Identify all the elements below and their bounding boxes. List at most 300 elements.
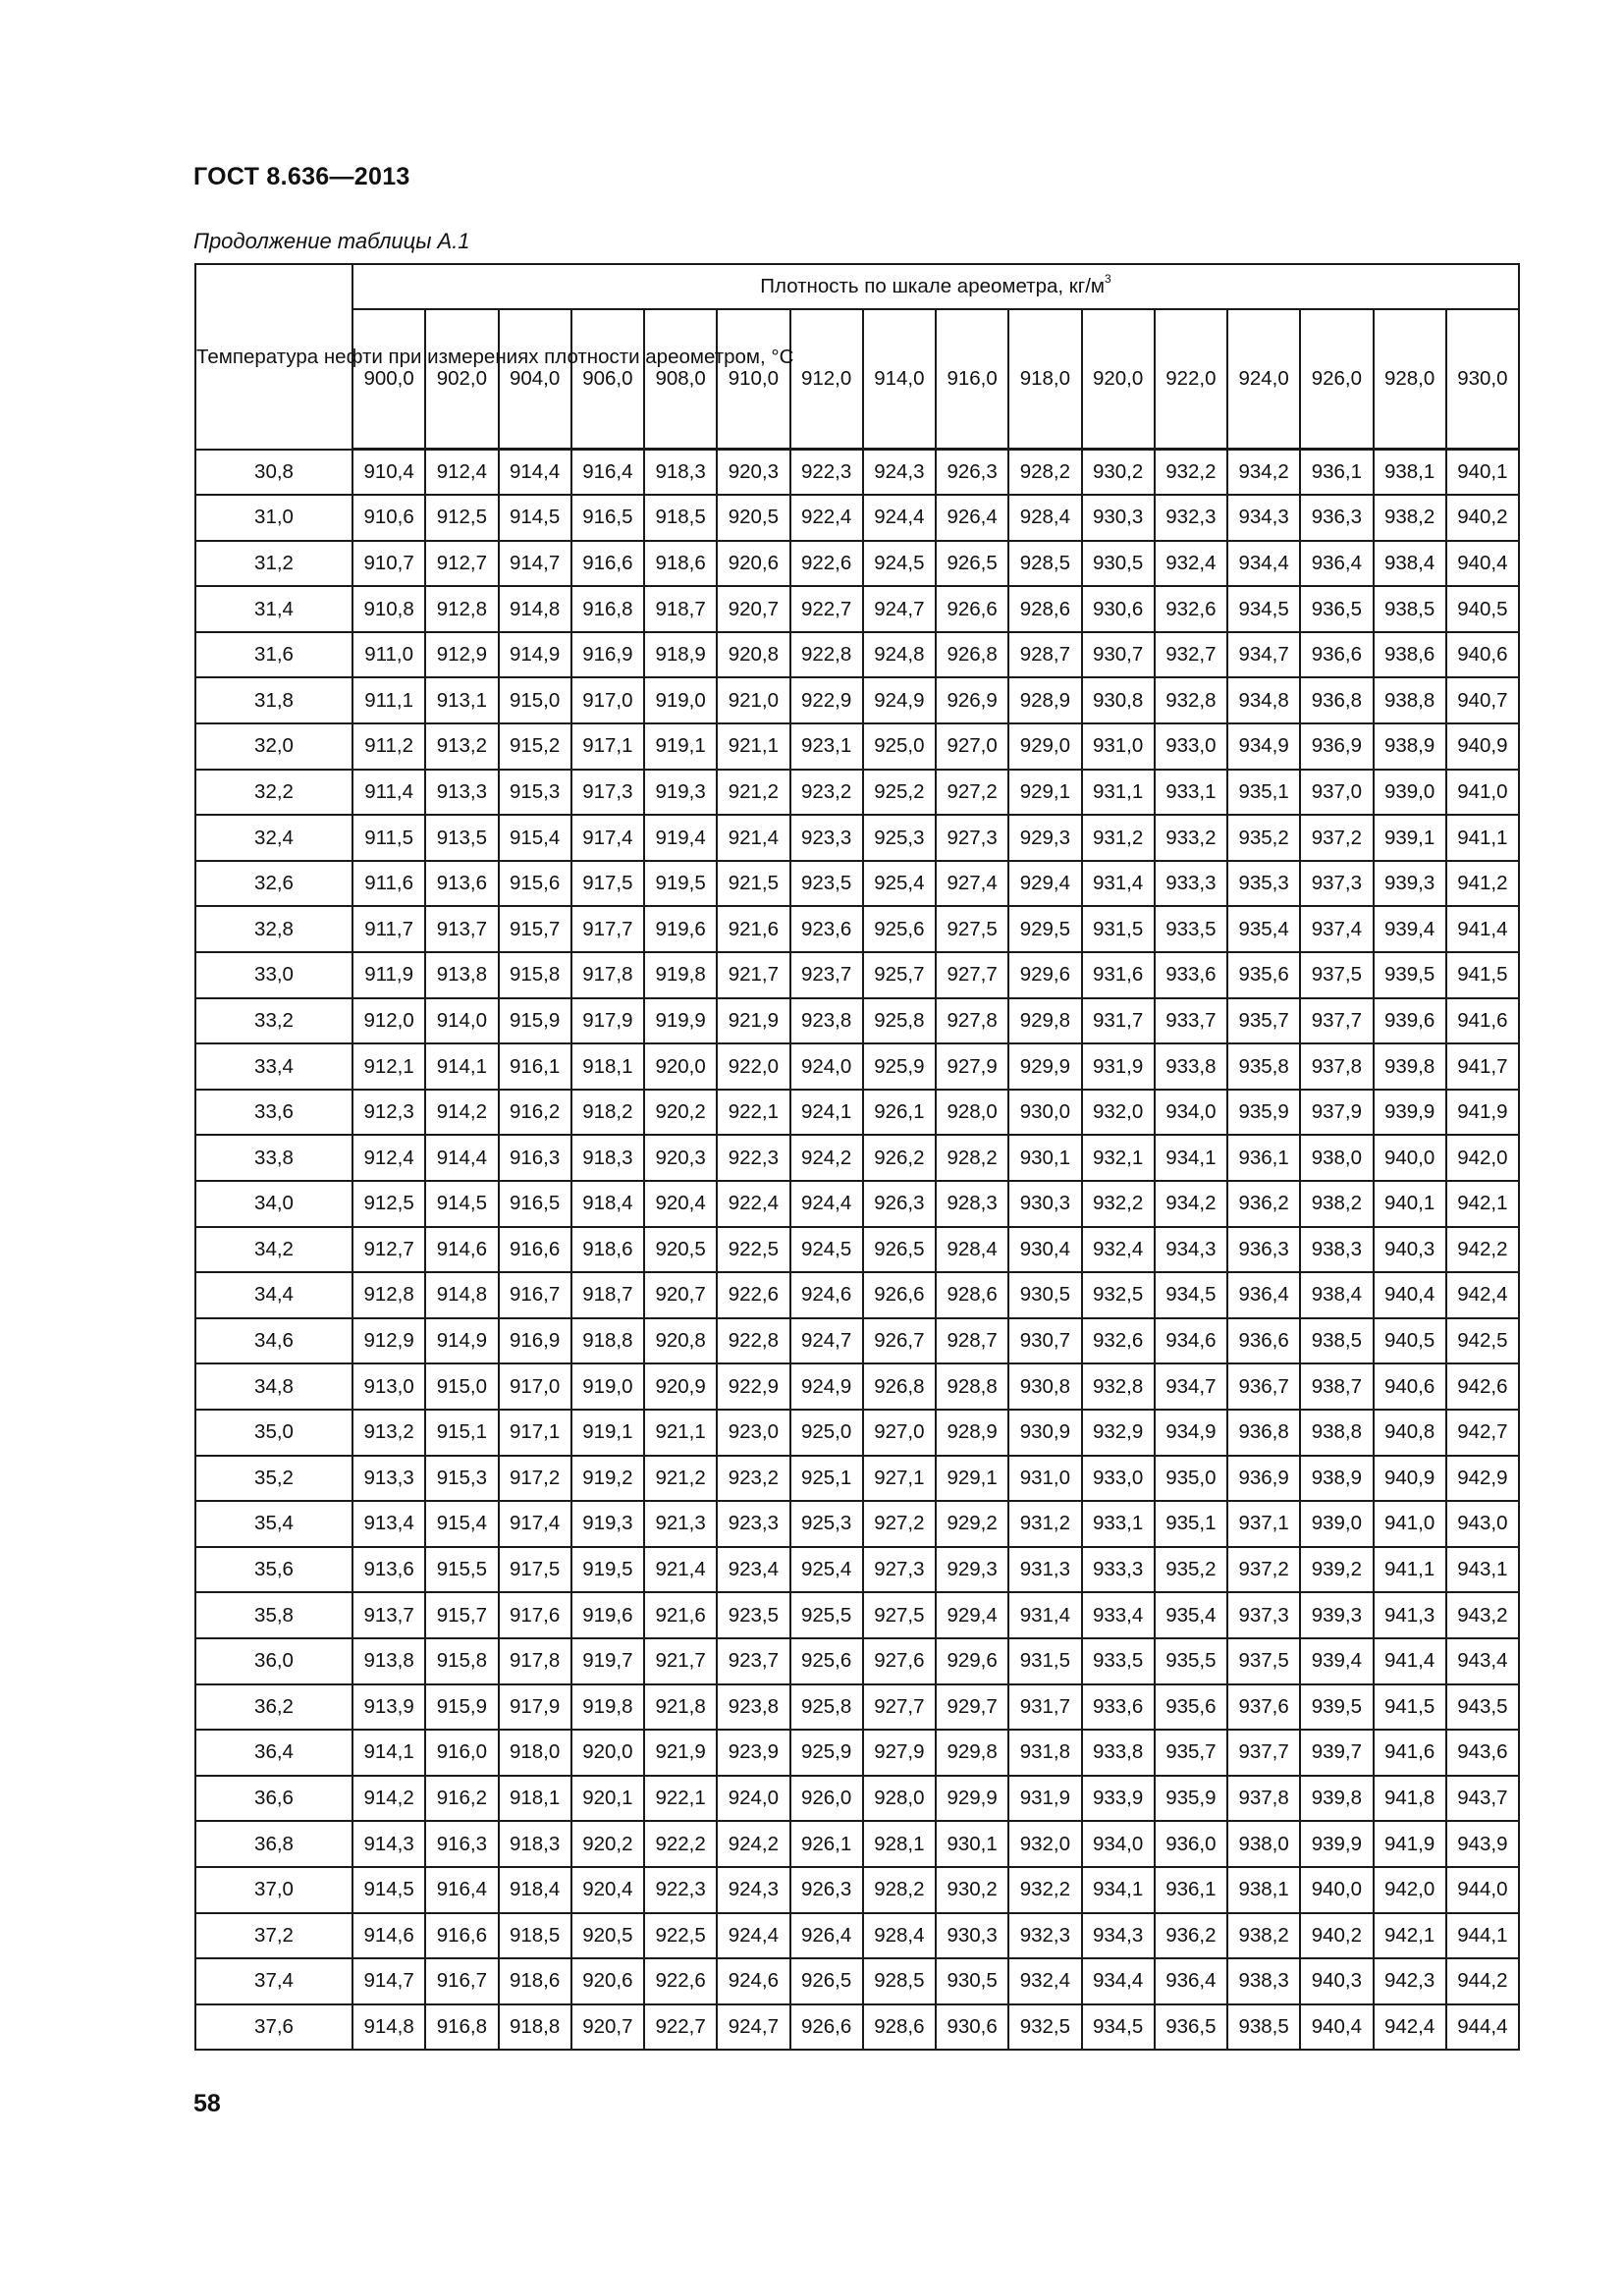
density-value-cell: 933,1 xyxy=(1155,770,1227,816)
density-value-cell: 937,6 xyxy=(1227,1684,1300,1731)
density-value-cell: 932,1 xyxy=(1082,1135,1155,1181)
temperature-cell: 34,6 xyxy=(195,1318,352,1364)
density-value-cell: 928,4 xyxy=(863,1913,936,1959)
density-value-cell: 935,2 xyxy=(1155,1547,1227,1593)
density-value-cell: 934,5 xyxy=(1082,2004,1155,2051)
density-value-cell: 939,7 xyxy=(1300,1730,1373,1776)
table-row xyxy=(195,1867,1519,1913)
density-value-cell: 924,1 xyxy=(790,1090,863,1136)
density-value-cell: 930,1 xyxy=(936,1821,1008,1867)
density-value-cell: 935,7 xyxy=(1155,1730,1227,1776)
density-value-cell: 915,0 xyxy=(425,1363,498,1410)
density-value-cell: 918,8 xyxy=(499,2004,571,2051)
density-value-cell: 920,7 xyxy=(571,2004,644,2051)
density-value-cell: 929,0 xyxy=(1008,723,1081,770)
density-value-cell: 911,1 xyxy=(352,677,425,723)
density-value-cell: 919,0 xyxy=(571,1363,644,1410)
temperature-cell: 31,2 xyxy=(195,541,352,587)
density-value-cell: 913,3 xyxy=(352,1456,425,1502)
density-value-cell: 927,7 xyxy=(936,952,1008,998)
density-value-cell: 919,9 xyxy=(644,998,717,1044)
density-value-cell: 923,7 xyxy=(790,952,863,998)
density-value-cell: 922,0 xyxy=(717,1043,789,1090)
density-value-cell: 921,5 xyxy=(717,861,789,907)
density-value-cell: 939,8 xyxy=(1374,1043,1446,1090)
density-value-cell: 927,8 xyxy=(936,998,1008,1044)
table-row xyxy=(195,1043,1519,1090)
density-value-cell: 930,3 xyxy=(936,1913,1008,1959)
density-value-cell: 942,9 xyxy=(1446,1456,1519,1502)
density-value-cell: 932,6 xyxy=(1155,586,1227,632)
temperature-cell: 33,8 xyxy=(195,1135,352,1181)
density-value-cell: 932,0 xyxy=(1082,1090,1155,1136)
density-value-cell: 928,5 xyxy=(863,1958,936,2004)
density-value-cell: 922,3 xyxy=(644,1867,717,1913)
density-value-cell: 929,1 xyxy=(936,1456,1008,1502)
density-value-cell: 930,8 xyxy=(1082,677,1155,723)
density-value-cell: 936,5 xyxy=(1300,586,1373,632)
density-value-cell: 941,1 xyxy=(1374,1547,1446,1593)
density-value-cell: 928,7 xyxy=(936,1318,1008,1364)
density-value-cell: 929,3 xyxy=(936,1547,1008,1593)
density-value-cell: 925,0 xyxy=(790,1410,863,1456)
density-value-cell: 915,0 xyxy=(499,677,571,723)
density-value-cell: 929,3 xyxy=(1008,815,1081,861)
density-value-cell: 923,0 xyxy=(717,1410,789,1456)
table-row xyxy=(195,723,1519,770)
temperature-cell: 35,2 xyxy=(195,1456,352,1502)
density-value-cell: 911,5 xyxy=(352,815,425,861)
density-value-cell: 922,4 xyxy=(717,1181,789,1227)
density-header-cell: 900,0 xyxy=(352,309,425,450)
density-value-cell: 916,9 xyxy=(571,632,644,678)
density-value-cell: 912,5 xyxy=(352,1181,425,1227)
density-value-cell: 910,4 xyxy=(352,450,425,496)
density-value-cell: 942,4 xyxy=(1374,2004,1446,2051)
density-value-cell: 917,0 xyxy=(571,677,644,723)
density-value-cell: 938,4 xyxy=(1374,541,1446,587)
density-value-cell: 914,5 xyxy=(499,495,571,541)
density-value-cell: 913,0 xyxy=(352,1363,425,1410)
density-value-cell: 928,9 xyxy=(1008,677,1081,723)
density-value-cell: 920,7 xyxy=(644,1272,717,1318)
density-value-cell: 942,1 xyxy=(1374,1913,1446,1959)
density-value-cell: 921,0 xyxy=(717,677,789,723)
density-value-cell: 934,9 xyxy=(1227,723,1300,770)
density-value-cell: 942,3 xyxy=(1374,1958,1446,2004)
density-value-cell: 931,2 xyxy=(1008,1501,1081,1547)
temperature-cell: 31,4 xyxy=(195,586,352,632)
density-value-cell: 921,1 xyxy=(717,723,789,770)
table-row xyxy=(195,952,1519,998)
density-value-cell: 910,7 xyxy=(352,541,425,587)
density-value-cell: 924,9 xyxy=(790,1363,863,1410)
density-value-cell: 911,7 xyxy=(352,906,425,952)
temperature-cell: 37,6 xyxy=(195,2004,352,2051)
density-value-cell: 923,3 xyxy=(717,1501,789,1547)
density-value-cell: 932,3 xyxy=(1008,1913,1081,1959)
density-value-cell: 937,7 xyxy=(1227,1730,1300,1776)
density-value-cell: 912,3 xyxy=(352,1090,425,1136)
temperature-cell: 32,4 xyxy=(195,815,352,861)
density-value-cell: 921,6 xyxy=(644,1592,717,1638)
density-value-cell: 926,5 xyxy=(790,1958,863,2004)
density-value-cell: 940,4 xyxy=(1446,541,1519,587)
table-row xyxy=(195,1821,1519,1867)
density-value-cell: 922,6 xyxy=(717,1272,789,1318)
density-value-cell: 925,2 xyxy=(863,770,936,816)
density-value-cell: 932,4 xyxy=(1082,1227,1155,1273)
density-value-cell: 934,1 xyxy=(1082,1867,1155,1913)
temperature-cell: 37,0 xyxy=(195,1867,352,1913)
density-value-cell: 935,1 xyxy=(1227,770,1300,816)
density-value-cell: 924,2 xyxy=(717,1821,789,1867)
density-value-cell: 935,9 xyxy=(1227,1090,1300,1136)
density-value-cell: 937,0 xyxy=(1300,770,1373,816)
density-value-cell: 942,2 xyxy=(1446,1227,1519,1273)
density-value-cell: 939,0 xyxy=(1300,1501,1373,1547)
density-value-cell: 934,3 xyxy=(1082,1913,1155,1959)
density-value-cell: 937,7 xyxy=(1300,998,1373,1044)
density-value-cell: 923,5 xyxy=(717,1592,789,1638)
density-value-cell: 919,3 xyxy=(644,770,717,816)
density-value-cell: 931,1 xyxy=(1082,770,1155,816)
density-value-cell: 930,4 xyxy=(1008,1227,1081,1273)
temperature-cell: 36,8 xyxy=(195,1821,352,1867)
density-value-cell: 921,8 xyxy=(644,1684,717,1731)
density-value-cell: 930,6 xyxy=(1082,586,1155,632)
density-value-cell: 930,7 xyxy=(1008,1318,1081,1364)
density-value-cell: 912,7 xyxy=(425,541,498,587)
table-row xyxy=(195,1958,1519,2004)
density-value-cell: 941,6 xyxy=(1374,1730,1446,1776)
density-value-cell: 915,8 xyxy=(499,952,571,998)
density-value-cell: 933,6 xyxy=(1155,952,1227,998)
density-value-cell: 928,6 xyxy=(1008,586,1081,632)
density-value-cell: 920,6 xyxy=(571,1958,644,2004)
density-header-cell: 910,0 xyxy=(717,309,789,450)
density-value-cell: 918,1 xyxy=(499,1776,571,1822)
density-values-header-row xyxy=(195,309,1519,450)
density-value-cell: 915,2 xyxy=(499,723,571,770)
density-value-cell: 916,3 xyxy=(499,1135,571,1181)
density-value-cell: 930,8 xyxy=(1008,1363,1081,1410)
temperature-cell: 32,6 xyxy=(195,861,352,907)
density-value-cell: 932,9 xyxy=(1082,1410,1155,1456)
density-value-cell: 936,9 xyxy=(1300,723,1373,770)
density-value-cell: 930,2 xyxy=(1082,450,1155,496)
density-value-cell: 922,4 xyxy=(790,495,863,541)
density-value-cell: 938,9 xyxy=(1374,723,1446,770)
density-value-cell: 937,5 xyxy=(1227,1638,1300,1684)
density-value-cell: 918,3 xyxy=(571,1135,644,1181)
density-value-cell: 912,9 xyxy=(352,1318,425,1364)
temperature-cell: 36,6 xyxy=(195,1776,352,1822)
table-row xyxy=(195,1410,1519,1456)
density-value-cell: 926,3 xyxy=(790,1867,863,1913)
density-value-cell: 935,7 xyxy=(1227,998,1300,1044)
temperature-cell: 33,4 xyxy=(195,1043,352,1090)
density-value-cell: 924,8 xyxy=(863,632,936,678)
density-value-cell: 919,5 xyxy=(644,861,717,907)
density-value-cell: 913,7 xyxy=(352,1592,425,1638)
density-value-cell: 928,2 xyxy=(1008,450,1081,496)
density-value-cell: 924,3 xyxy=(717,1867,789,1913)
table-caption: Продолжение таблицы А.1 xyxy=(193,229,470,253)
density-value-cell: 925,6 xyxy=(863,906,936,952)
density-value-cell: 929,2 xyxy=(936,1501,1008,1547)
density-value-cell: 916,2 xyxy=(499,1090,571,1136)
density-value-cell: 937,8 xyxy=(1300,1043,1373,1090)
density-value-cell: 926,6 xyxy=(936,586,1008,632)
temperature-cell: 36,0 xyxy=(195,1638,352,1684)
table-row xyxy=(195,1547,1519,1593)
density-value-cell: 927,7 xyxy=(863,1684,936,1731)
density-value-cell: 936,6 xyxy=(1300,632,1373,678)
density-header-cell: 908,0 xyxy=(644,309,717,450)
density-value-cell: 932,4 xyxy=(1008,1958,1081,2004)
density-value-cell: 917,0 xyxy=(499,1363,571,1410)
density-value-cell: 944,4 xyxy=(1446,2004,1519,2051)
density-value-cell: 920,1 xyxy=(571,1776,644,1822)
density-value-cell: 929,1 xyxy=(1008,770,1081,816)
table-row xyxy=(195,1638,1519,1684)
density-value-cell: 927,1 xyxy=(863,1456,936,1502)
density-value-cell: 911,2 xyxy=(352,723,425,770)
density-value-cell: 930,6 xyxy=(936,2004,1008,2051)
density-value-cell: 923,7 xyxy=(717,1638,789,1684)
density-value-cell: 940,1 xyxy=(1446,450,1519,496)
density-value-cell: 931,3 xyxy=(1008,1547,1081,1593)
density-value-cell: 925,1 xyxy=(790,1456,863,1502)
density-value-cell: 941,1 xyxy=(1446,815,1519,861)
density-value-cell: 929,8 xyxy=(1008,998,1081,1044)
density-value-cell: 933,2 xyxy=(1155,815,1227,861)
density-value-cell: 914,8 xyxy=(352,2004,425,2051)
density-value-cell: 941,7 xyxy=(1446,1043,1519,1090)
density-value-cell: 935,6 xyxy=(1155,1684,1227,1731)
density-value-cell: 941,5 xyxy=(1374,1684,1446,1731)
temperature-column-header: Температура нефти при измерениях плотности ареометром, °С xyxy=(195,264,352,450)
density-value-cell: 918,2 xyxy=(571,1090,644,1136)
temperature-cell: 36,2 xyxy=(195,1684,352,1731)
density-value-cell: 938,3 xyxy=(1227,1958,1300,2004)
density-value-cell: 936,0 xyxy=(1155,1821,1227,1867)
density-value-cell: 922,1 xyxy=(644,1776,717,1822)
density-value-cell: 928,4 xyxy=(1008,495,1081,541)
density-value-cell: 924,7 xyxy=(863,586,936,632)
density-value-cell: 918,6 xyxy=(571,1227,644,1273)
density-value-cell: 917,1 xyxy=(499,1410,571,1456)
density-value-cell: 916,6 xyxy=(499,1227,571,1273)
density-value-cell: 943,2 xyxy=(1446,1592,1519,1638)
density-value-cell: 915,6 xyxy=(499,861,571,907)
temperature-cell: 35,4 xyxy=(195,1501,352,1547)
table-row xyxy=(195,677,1519,723)
density-value-cell: 930,5 xyxy=(1082,541,1155,587)
density-value-cell: 927,0 xyxy=(863,1410,936,1456)
table-row xyxy=(195,1456,1519,1502)
density-value-cell: 942,0 xyxy=(1446,1135,1519,1181)
density-value-cell: 914,8 xyxy=(499,586,571,632)
density-value-cell: 938,1 xyxy=(1374,450,1446,496)
density-value-cell: 932,8 xyxy=(1082,1363,1155,1410)
density-value-cell: 919,1 xyxy=(644,723,717,770)
density-value-cell: 910,8 xyxy=(352,586,425,632)
density-value-cell: 926,3 xyxy=(936,450,1008,496)
density-value-cell: 922,9 xyxy=(790,677,863,723)
density-value-cell: 935,2 xyxy=(1227,815,1300,861)
density-value-cell: 929,5 xyxy=(1008,906,1081,952)
density-value-cell: 913,2 xyxy=(425,723,498,770)
density-value-cell: 922,8 xyxy=(717,1318,789,1364)
density-value-cell: 916,4 xyxy=(425,1867,498,1913)
density-value-cell: 939,3 xyxy=(1374,861,1446,907)
density-value-cell: 926,8 xyxy=(936,632,1008,678)
density-value-cell: 933,8 xyxy=(1155,1043,1227,1090)
density-value-cell: 935,1 xyxy=(1155,1501,1227,1547)
density-value-cell: 913,4 xyxy=(352,1501,425,1547)
density-value-cell: 940,1 xyxy=(1374,1181,1446,1227)
density-value-cell: 944,1 xyxy=(1446,1913,1519,1959)
density-value-cell: 940,0 xyxy=(1300,1867,1373,1913)
density-value-cell: 918,1 xyxy=(571,1043,644,1090)
density-value-cell: 924,0 xyxy=(790,1043,863,1090)
density-value-cell: 924,5 xyxy=(790,1227,863,1273)
density-value-cell: 923,2 xyxy=(790,770,863,816)
density-value-cell: 943,4 xyxy=(1446,1638,1519,1684)
density-value-cell: 930,5 xyxy=(936,1958,1008,2004)
density-value-cell: 923,8 xyxy=(717,1684,789,1731)
density-value-cell: 935,4 xyxy=(1155,1592,1227,1638)
density-value-cell: 916,1 xyxy=(499,1043,571,1090)
density-value-cell: 912,4 xyxy=(425,450,498,496)
density-value-cell: 933,8 xyxy=(1082,1730,1155,1776)
density-value-cell: 914,7 xyxy=(499,541,571,587)
density-value-cell: 912,9 xyxy=(425,632,498,678)
density-value-cell: 931,7 xyxy=(1008,1684,1081,1731)
density-value-cell: 927,5 xyxy=(936,906,1008,952)
density-value-cell: 933,0 xyxy=(1082,1456,1155,1502)
density-value-cell: 938,2 xyxy=(1300,1181,1373,1227)
density-value-cell: 934,3 xyxy=(1155,1227,1227,1273)
density-value-cell: 914,1 xyxy=(352,1730,425,1776)
density-value-cell: 933,5 xyxy=(1155,906,1227,952)
density-value-cell: 916,3 xyxy=(425,1821,498,1867)
table-body xyxy=(195,450,1519,2051)
density-value-cell: 938,3 xyxy=(1300,1227,1373,1273)
density-value-cell: 928,9 xyxy=(936,1410,1008,1456)
density-value-cell: 917,2 xyxy=(499,1456,571,1502)
density-value-cell: 913,8 xyxy=(352,1638,425,1684)
density-value-cell: 937,2 xyxy=(1300,815,1373,861)
density-value-cell: 932,2 xyxy=(1082,1181,1155,1227)
density-value-cell: 937,2 xyxy=(1227,1547,1300,1593)
density-value-cell: 921,4 xyxy=(644,1547,717,1593)
temperature-cell: 31,6 xyxy=(195,632,352,678)
density-value-cell: 921,1 xyxy=(644,1410,717,1456)
density-value-cell: 921,6 xyxy=(717,906,789,952)
density-value-cell: 928,1 xyxy=(863,1821,936,1867)
density-value-cell: 942,1 xyxy=(1446,1181,1519,1227)
density-value-cell: 940,9 xyxy=(1446,723,1519,770)
density-value-cell: 920,6 xyxy=(717,541,789,587)
density-value-cell: 933,3 xyxy=(1155,861,1227,907)
density-value-cell: 918,0 xyxy=(499,1730,571,1776)
density-value-cell: 933,1 xyxy=(1082,1501,1155,1547)
density-value-cell: 937,3 xyxy=(1227,1592,1300,1638)
density-value-cell: 920,2 xyxy=(644,1090,717,1136)
density-value-cell: 934,2 xyxy=(1227,450,1300,496)
temperature-cell: 35,0 xyxy=(195,1410,352,1456)
density-value-cell: 940,3 xyxy=(1300,1958,1373,2004)
density-value-cell: 935,5 xyxy=(1155,1638,1227,1684)
density-value-cell: 926,9 xyxy=(936,677,1008,723)
density-value-cell: 917,9 xyxy=(499,1684,571,1731)
density-value-cell: 916,6 xyxy=(425,1913,498,1959)
density-value-cell: 936,4 xyxy=(1155,1958,1227,2004)
density-value-cell: 939,1 xyxy=(1374,815,1446,861)
density-value-cell: 916,7 xyxy=(499,1272,571,1318)
density-value-cell: 913,9 xyxy=(352,1684,425,1731)
density-value-cell: 912,7 xyxy=(352,1227,425,1273)
density-value-cell: 931,6 xyxy=(1082,952,1155,998)
density-value-cell: 939,0 xyxy=(1374,770,1446,816)
density-value-cell: 928,5 xyxy=(1008,541,1081,587)
density-value-cell: 916,9 xyxy=(499,1318,571,1364)
density-value-cell: 917,5 xyxy=(499,1547,571,1593)
density-value-cell: 929,6 xyxy=(1008,952,1081,998)
density-header-cell: 918,0 xyxy=(1008,309,1081,450)
density-unit-superscript: 3 xyxy=(1105,272,1111,286)
temperature-cell: 32,2 xyxy=(195,770,352,816)
density-value-cell: 927,0 xyxy=(936,723,1008,770)
density-value-cell: 927,2 xyxy=(936,770,1008,816)
density-value-cell: 932,2 xyxy=(1155,450,1227,496)
density-value-cell: 917,6 xyxy=(499,1592,571,1638)
density-value-cell: 936,8 xyxy=(1227,1410,1300,1456)
density-value-cell: 918,5 xyxy=(644,495,717,541)
density-value-cell: 943,0 xyxy=(1446,1501,1519,1547)
density-value-cell: 916,0 xyxy=(425,1730,498,1776)
density-value-cell: 924,4 xyxy=(863,495,936,541)
density-value-cell: 928,0 xyxy=(936,1090,1008,1136)
density-value-cell: 931,8 xyxy=(1008,1730,1081,1776)
density-value-cell: 937,5 xyxy=(1300,952,1373,998)
table-row xyxy=(195,906,1519,952)
density-value-cell: 925,4 xyxy=(790,1547,863,1593)
density-value-cell: 920,5 xyxy=(644,1227,717,1273)
density-value-cell: 913,6 xyxy=(425,861,498,907)
density-value-cell: 944,2 xyxy=(1446,1958,1519,2004)
density-value-cell: 941,0 xyxy=(1374,1501,1446,1547)
temperature-cell: 35,6 xyxy=(195,1547,352,1593)
density-value-cell: 914,4 xyxy=(499,450,571,496)
density-value-cell: 916,5 xyxy=(571,495,644,541)
density-value-cell: 914,9 xyxy=(499,632,571,678)
density-value-cell: 916,5 xyxy=(499,1181,571,1227)
density-value-cell: 932,5 xyxy=(1008,2004,1081,2051)
density-value-cell: 941,5 xyxy=(1446,952,1519,998)
density-value-cell: 936,4 xyxy=(1300,541,1373,587)
density-value-cell: 914,2 xyxy=(352,1776,425,1822)
density-value-cell: 940,4 xyxy=(1300,2004,1373,2051)
density-value-cell: 912,8 xyxy=(425,586,498,632)
density-value-cell: 934,7 xyxy=(1155,1363,1227,1410)
density-value-cell: 943,1 xyxy=(1446,1547,1519,1593)
density-value-cell: 910,6 xyxy=(352,495,425,541)
density-value-cell: 930,9 xyxy=(1008,1410,1081,1456)
